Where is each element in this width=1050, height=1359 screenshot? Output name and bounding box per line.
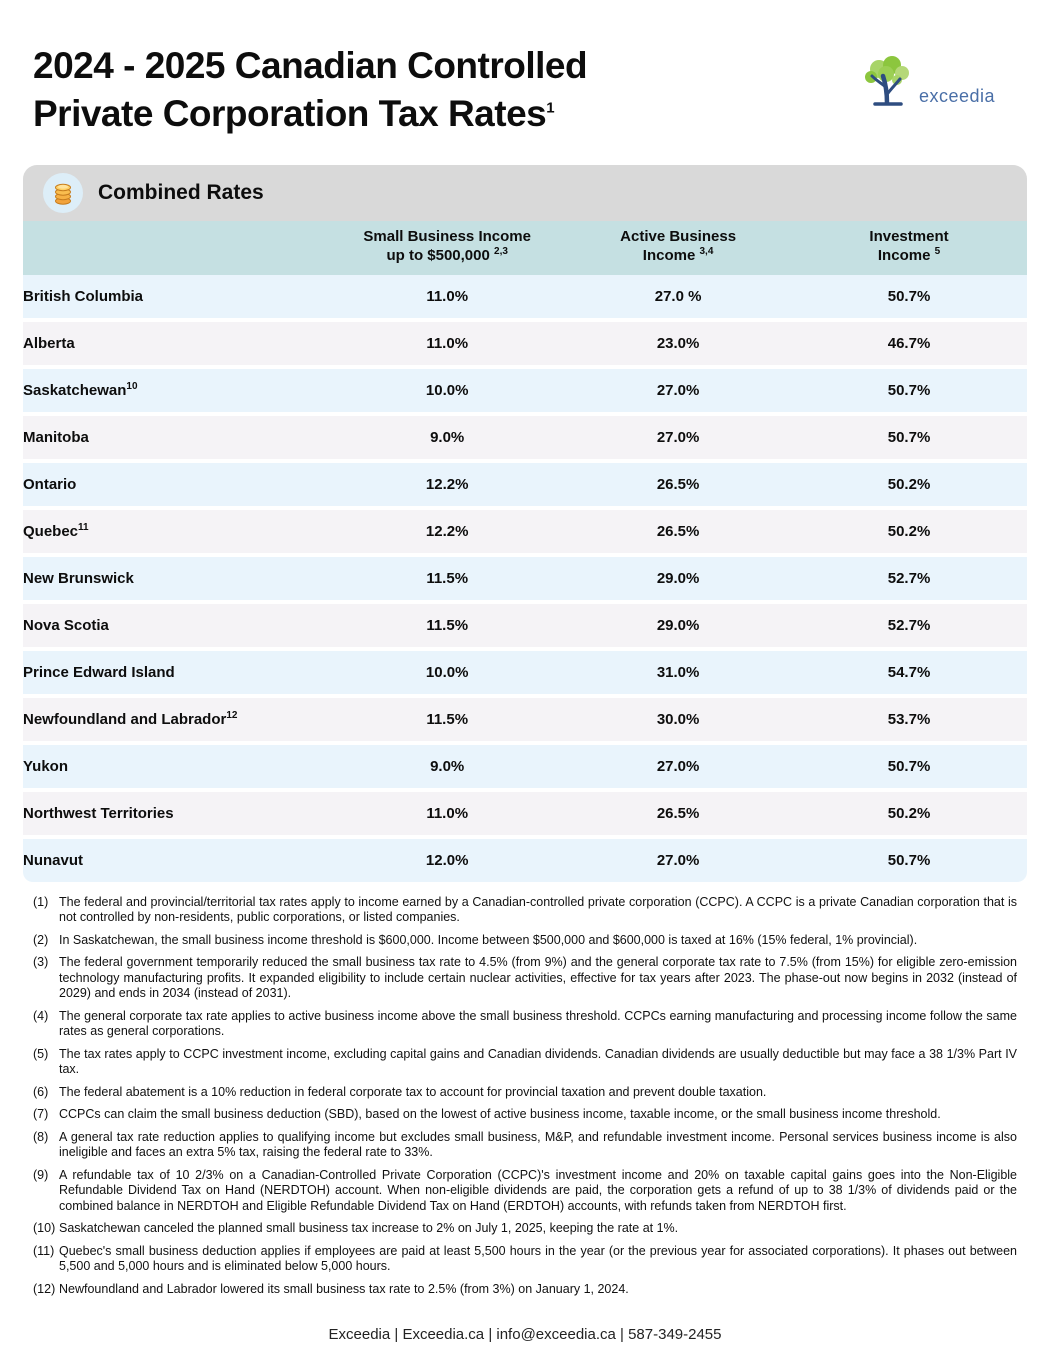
footnote [33, 1130, 1017, 1161]
active-business-value: 27.0% [565, 743, 791, 790]
small-business-value: 11.0% [329, 320, 565, 367]
footnote-text: The federal government temporarily reduced the small business tax rate to 4.5% (from 9%) and the general corporate tax rate to 7.5% (from 15%) for eligible zero-emission technology manufacturing profits. It expanded eligibility to include certain nuclear activities, effective for tax years after 2023. The phase-out now begins in 2032 (instead of 2029) and ends in 2034 (instead of 2031). [59, 955, 1017, 1001]
footnote-number: (6) [33, 1084, 49, 1099]
active-business-value: 29.0% [565, 602, 791, 649]
footnote-number: (9) [33, 1167, 49, 1182]
small-business-value: 9.0% [329, 743, 565, 790]
footnote-text: The federal abatement is a 10% reduction in federal corporate tax to account for provincial taxation and prevent double taxation. [59, 1084, 767, 1099]
investment-value: 53.7% [791, 696, 1027, 743]
active-business-value: 27.0% [565, 837, 791, 882]
region-label: Nunavut [23, 851, 83, 869]
footnotes-section [33, 895, 1017, 1298]
table-row [23, 837, 1027, 882]
region-label: Newfoundland and Labrador [23, 710, 227, 728]
investment-value: 54.7% [791, 649, 1027, 696]
column-label: Income [642, 247, 696, 265]
region-label: British Columbia [23, 287, 144, 305]
region-cell [23, 367, 329, 414]
table-row [23, 320, 1027, 367]
small-business-value: 12.0% [329, 837, 565, 882]
footnote-number: (8) [33, 1129, 49, 1144]
footnote-text: The tax rates apply to CCPC investment income, excluding capital gains and Canadian dividends. Canadian dividends are usually deductible but may face a 38 1/3% Part IV tax. [59, 1046, 1017, 1077]
footnote-number: (7) [33, 1107, 49, 1122]
footnote-number: (2) [33, 932, 49, 947]
table-row [23, 414, 1027, 461]
active-business-value: 27.0% [565, 367, 791, 414]
active-business-value: 23.0% [565, 320, 791, 367]
column-superscript: 5 [934, 246, 941, 258]
table-row [23, 790, 1027, 837]
table-header-row [23, 221, 1027, 275]
table-row [23, 743, 1027, 790]
footnote-text: Quebec's small business deduction applies if employees are paid at least 5,500 hours in the year (or the previous year for associated corporations). It phases out between 5,500 and 5,000 hours and is eliminated below 5,000 hours. [59, 1243, 1017, 1274]
footnote [33, 1282, 1017, 1298]
active-business-value: 31.0% [565, 649, 791, 696]
active-business-value: 27.0% [565, 414, 791, 461]
footnote-number: (4) [33, 1008, 49, 1023]
footnote [33, 1221, 1017, 1237]
footnote-number: (1) [33, 894, 49, 909]
footnote-text: A general tax rate reduction applies to qualifying income but excludes small business, M&P, and refundable investment income. Personal services business income is also ineligible and faces an extra 5% tax, raising the federal rate to 33%. [59, 1129, 1017, 1160]
small-business-value: 12.2% [329, 461, 565, 508]
table-row [23, 649, 1027, 696]
small-business-value: 10.0% [329, 367, 565, 414]
region-cell [23, 275, 329, 320]
region-superscript: 11 [78, 521, 89, 533]
region-cell [23, 508, 329, 555]
region-cell [23, 743, 329, 790]
page-title-line1: 2024 - 2025 Canadian Controlled [33, 45, 588, 86]
investment-value: 50.2% [791, 508, 1027, 555]
active-business-value: 26.5% [565, 508, 791, 555]
exceedia-logo [859, 54, 995, 113]
footnote [33, 895, 1017, 926]
region-cell [23, 602, 329, 649]
document-header [0, 0, 1050, 137]
investment-value: 50.7% [791, 414, 1027, 461]
region-superscript: 10 [126, 380, 138, 392]
active-business-value: 26.5% [565, 461, 791, 508]
region-cell [23, 555, 329, 602]
footnote-number: (10) [33, 1221, 56, 1236]
investment-value: 50.2% [791, 790, 1027, 837]
column-superscript: 3,4 [699, 246, 714, 258]
small-business-value: 9.0% [329, 414, 565, 461]
page-title [33, 42, 587, 137]
region-label: Nova Scotia [23, 616, 109, 634]
region-superscript: 12 [226, 709, 238, 721]
active-business-value: 27.0 % [565, 275, 791, 320]
region-cell [23, 696, 329, 743]
tree-icon [859, 54, 917, 113]
active-business-value: 26.5% [565, 790, 791, 837]
small-business-value: 11.5% [329, 555, 565, 602]
region-label: Manitoba [23, 428, 89, 446]
coins-icon [43, 173, 83, 213]
active-business-value: 30.0% [565, 696, 791, 743]
column-label: Small Business Income [363, 228, 531, 246]
region-label: Ontario [23, 475, 77, 493]
footnote [33, 1244, 1017, 1275]
active-business-value: 29.0% [565, 555, 791, 602]
active-business-column-header [565, 221, 791, 275]
investment-value: 52.7% [791, 602, 1027, 649]
region-label: Yukon [23, 757, 69, 775]
table-row [23, 696, 1027, 743]
footnote [33, 955, 1017, 1002]
footnote-text: Newfoundland and Labrador lowered its small business tax rate to 2.5% (from 3%) on January 1, 2024. [59, 1281, 629, 1296]
small-business-value: 11.5% [329, 696, 565, 743]
small-business-value: 11.5% [329, 602, 565, 649]
column-superscript: 2,3 [494, 246, 508, 258]
footnote [33, 1168, 1017, 1215]
combined-rates-card [23, 165, 1027, 882]
footnote [33, 1047, 1017, 1078]
footnote [33, 1107, 1017, 1123]
table-row [23, 275, 1027, 320]
table-row [23, 461, 1027, 508]
table-row [23, 555, 1027, 602]
footnote-number: (11) [33, 1243, 55, 1258]
tax-rates-table [23, 221, 1027, 882]
footnote-text: CCPCs can claim the small business deduction (SBD), based on the lowest of active business income, taxable income, or the small business income threshold. [59, 1107, 941, 1122]
investment-column-header [791, 221, 1027, 275]
section-title: Combined Rates [98, 181, 264, 205]
footnote-text: The federal and provincial/territorial tax rates apply to income earned by a Canadian-controlled private corporation (CCPC). A CCPC is a private Canadian corporation that is not controlled by non-residents, public corporations, or listed companies. [59, 894, 1017, 925]
region-column-header [23, 221, 329, 275]
small-business-value: 11.0% [329, 790, 565, 837]
logo-wordmark: exceedia [918, 86, 995, 106]
table-row [23, 367, 1027, 414]
page-title-line2: Private Corporation Tax Rates [33, 92, 547, 134]
region-label: Prince Edward Island [23, 663, 175, 681]
column-label: Active Business [620, 228, 737, 246]
footnote-text: A refundable tax of 10 2/3% on a Canadian-Controlled Private Corporation (CCPC)'s investment income and 20% on taxable capital gains goes into the Non-Eligible Refundable Dividend Tax on Hand (NERDTOH) account. When non-eligible dividends are paid, the corporation gets a refund of up to 38 1/3% of dividends paid or the combined balance in NERDTOH and Eligible Refundable Dividend Tax on Hand (ERDTOH) accounts, with refunds taken from NERDTOH first. [59, 1167, 1017, 1213]
region-cell [23, 461, 329, 508]
footnote-number: (3) [33, 955, 49, 970]
investment-value: 46.7% [791, 320, 1027, 367]
small-business-value: 12.2% [329, 508, 565, 555]
footnote-number: (12) [33, 1281, 56, 1296]
region-label: Alberta [23, 334, 75, 352]
page-title-superscript: 1 [546, 99, 555, 117]
region-cell [23, 837, 329, 882]
contact-footer: Exceedia | Exceedia.ca | info@exceedia.ca | 587-349-2455 [328, 1326, 722, 1343]
region-label: Northwest Territories [23, 804, 174, 822]
footnote [33, 1085, 1017, 1101]
footnote-text: Saskatchewan canceled the planned small business tax increase to 2% on July 1, 2025, keeping the rate at 1%. [59, 1221, 679, 1236]
investment-value: 50.7% [791, 275, 1027, 320]
footnote-text: The general corporate tax rate applies to active business income above the small business threshold. CCPCs earning manufacturing and processing income follow the same rates as general corporations. [59, 1008, 1017, 1039]
region-label: Quebec [23, 522, 79, 540]
combined-rates-band [23, 165, 1027, 221]
small-business-column-header [329, 221, 565, 275]
table-row [23, 602, 1027, 649]
region-cell [23, 414, 329, 461]
small-business-value: 10.0% [329, 649, 565, 696]
region-label: Saskatchewan [23, 381, 127, 399]
investment-value: 50.2% [791, 461, 1027, 508]
investment-value: 52.7% [791, 555, 1027, 602]
region-cell [23, 790, 329, 837]
table-row [23, 508, 1027, 555]
column-label: Income [877, 247, 931, 265]
investment-value: 50.7% [791, 743, 1027, 790]
footnote [33, 1009, 1017, 1040]
footnote-number: (5) [33, 1046, 49, 1061]
investment-value: 50.7% [791, 367, 1027, 414]
small-business-value: 11.0% [329, 275, 565, 320]
footnote-text: In Saskatchewan, the small business income threshold is $600,000. Income between $500,000 and $600,000 is taxed at 16% (15% federal, 1% provincial). [59, 932, 918, 947]
region-cell [23, 320, 329, 367]
column-label: Investment [869, 228, 949, 246]
region-cell [23, 649, 329, 696]
investment-value: 50.7% [791, 837, 1027, 882]
column-label: up to $500,000 [386, 247, 490, 265]
footnote [33, 933, 1017, 949]
region-label: New Brunswick [23, 569, 134, 587]
